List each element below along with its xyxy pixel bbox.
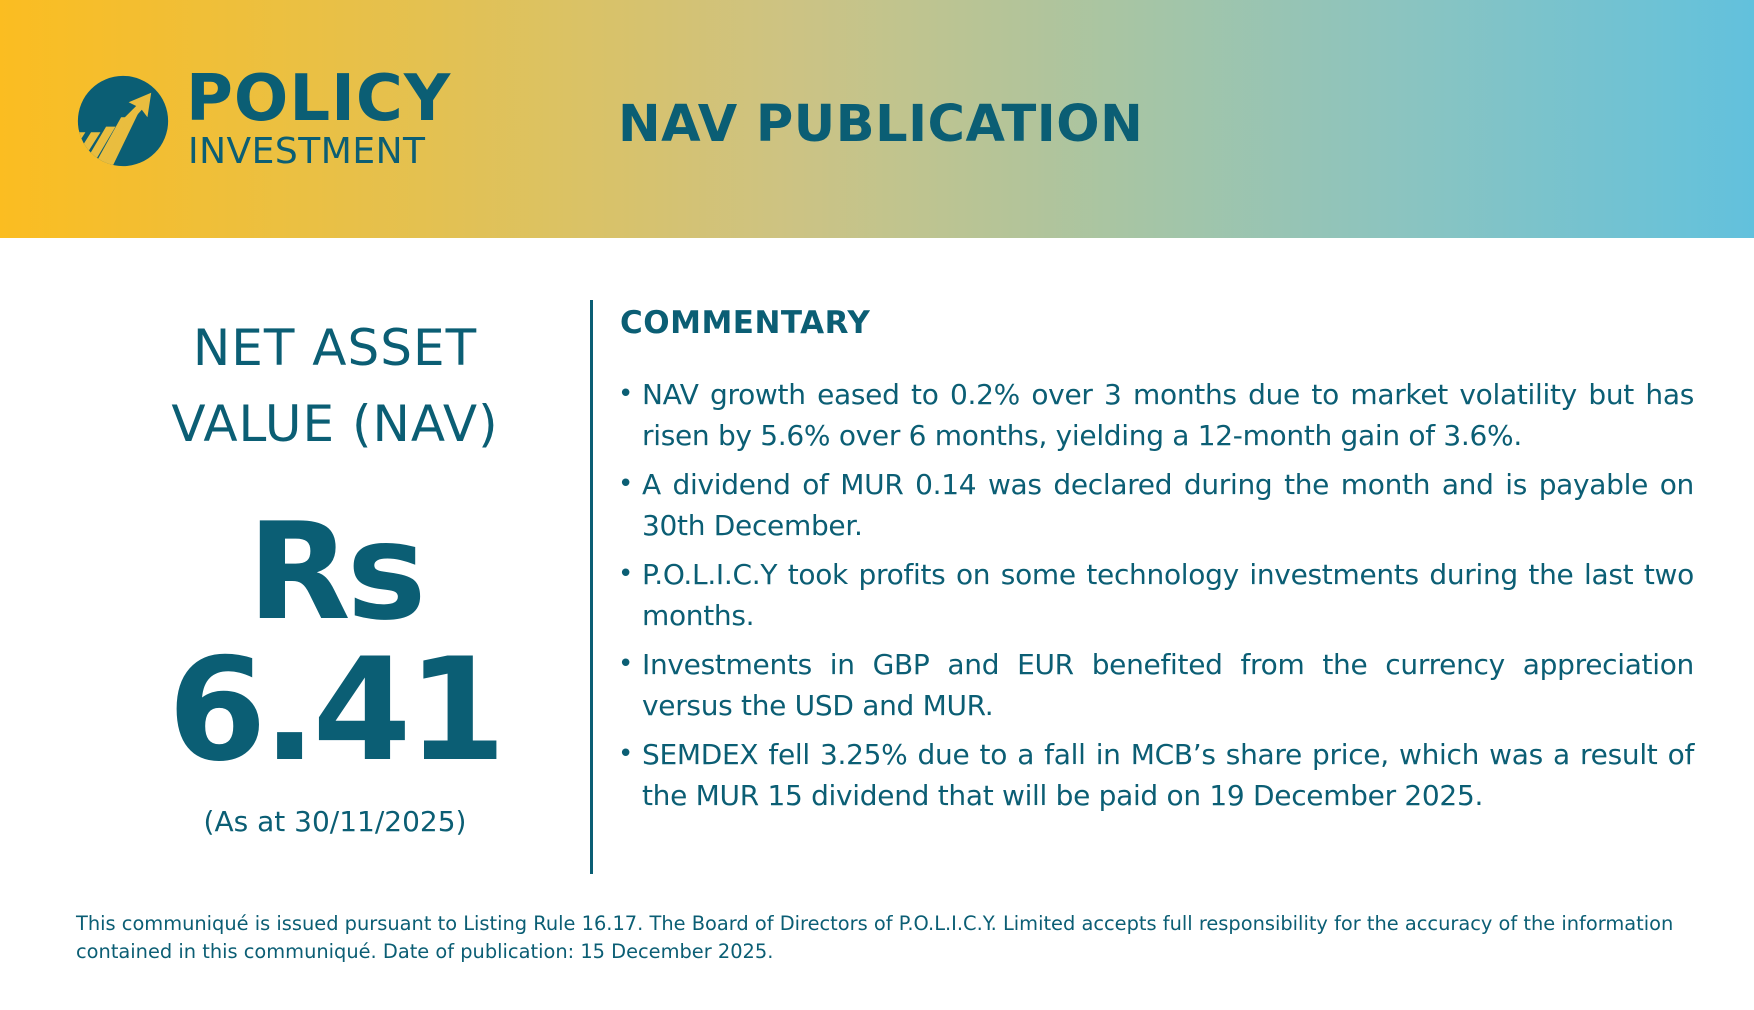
bullet-icon: • xyxy=(618,739,634,769)
header-banner xyxy=(0,0,1754,238)
policy-logo-icon xyxy=(76,74,170,168)
vertical-divider xyxy=(590,300,593,874)
commentary-item-text: A dividend of MUR 0.14 was declared during the month and is payable on 30th December. xyxy=(642,468,1694,542)
bullet-icon: • xyxy=(618,559,634,589)
bullet-icon: • xyxy=(618,379,634,409)
commentary-item xyxy=(618,464,1694,546)
commentary-item xyxy=(618,554,1694,636)
bullet-icon: • xyxy=(618,469,634,499)
commentary-item-text: NAV growth eased to 0.2% over 3 months due to market volatility but has risen by 5.6% over 6 months, yielding a 12-month gain of 3.6%. xyxy=(642,378,1694,452)
commentary-item xyxy=(618,734,1694,816)
commentary-title: COMMENTARY xyxy=(620,305,871,341)
nav-value: 6.41 xyxy=(167,628,503,793)
page-title: NAV PUBLICATION xyxy=(618,95,1144,154)
nav-as-at-date: (As at 30/11/2025) xyxy=(203,805,467,838)
nav-heading xyxy=(110,310,560,462)
footer-disclaimer: This communiqué is issued pursuant to Listing Rule 16.17. The Board of Directors of P.O.L.I.C.Y. Limited accepts full responsibility for the accuracy of the information contained in this communiqué. Date of publication: 15 December 2025. xyxy=(76,912,1674,963)
brand-name: POLICY xyxy=(186,62,452,136)
brand-subtitle: INVESTMENT xyxy=(188,131,426,172)
bullet-icon: • xyxy=(618,649,634,679)
commentary-list xyxy=(618,374,1694,824)
commentary-item-text: P.O.L.I.C.Y took profits on some technology investments during the last two months. xyxy=(642,558,1694,632)
commentary-item-text: Investments in GBP and EUR benefited from the currency appreciation versus the USD and MUR. xyxy=(642,648,1694,722)
nav-heading-line1: NET ASSET xyxy=(192,319,478,377)
commentary-item xyxy=(618,374,1694,456)
commentary-item-text: SEMDEX fell 3.25% due to a fall in MCB’s share price, which was a result of the MUR 15 dividend that will be paid on 19 December 2025. xyxy=(642,738,1694,812)
commentary-item xyxy=(618,644,1694,726)
nav-heading-line2: VALUE (NAV) xyxy=(171,395,499,453)
nav-currency: Rs xyxy=(247,494,423,650)
